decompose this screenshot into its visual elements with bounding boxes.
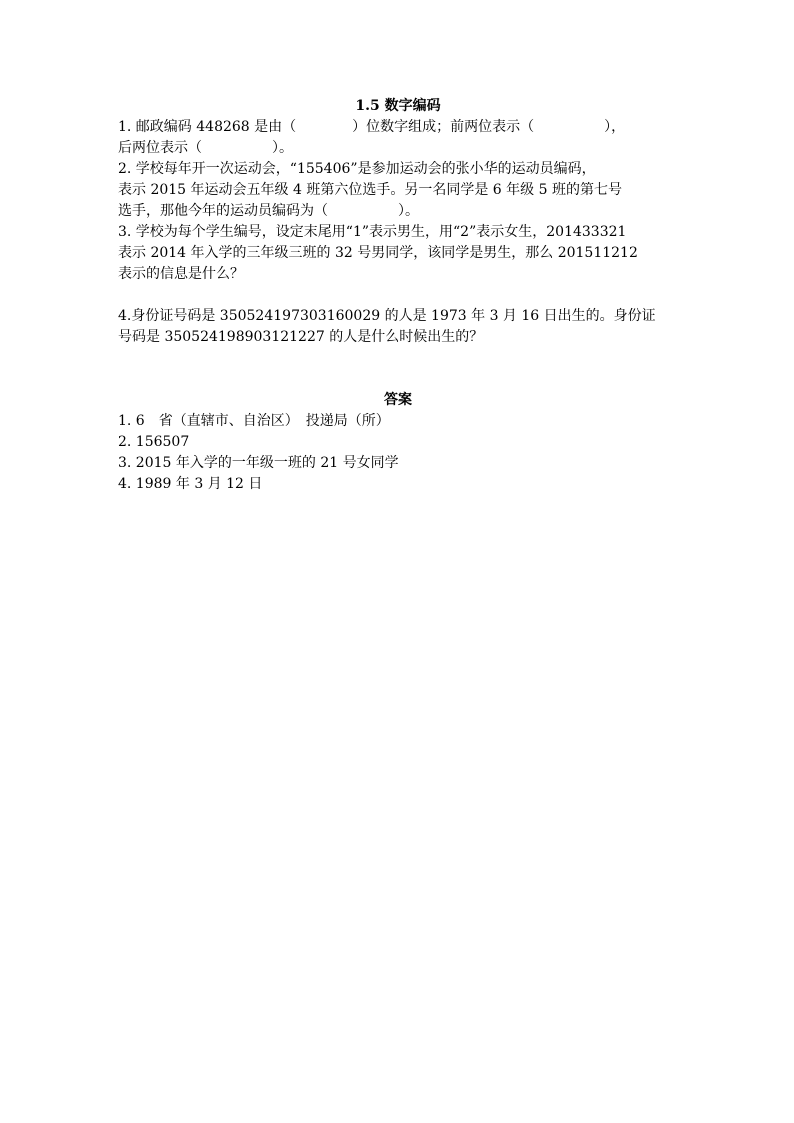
question-2-line-3: 选手，那他今年的运动员编码为（ ）。 (118, 203, 419, 219)
answer-1: 1. 6 省（直辖市、自治区） 投递局（所） (118, 413, 390, 429)
question-3-line-2: 表示 2014 年入学的三年级三班的 32 号男同学，该同学是男生，那么 201511212 (118, 245, 638, 261)
question-1-line-1: 1. 邮政编码 448268 是由（ ）位数字组成；前两位表示（ ）， (118, 119, 626, 135)
answer-2: 2. 156507 (118, 434, 190, 450)
worksheet-title: 1.5 数字编码 (355, 98, 441, 114)
answer-4: 4. 1989 年 3 月 12 日 (118, 476, 263, 492)
answer-3: 3. 2015 年入学的一年级一班的 21 号女同学 (118, 455, 399, 471)
spacer (118, 285, 678, 306)
question-3-line-1: 3. 学校为每个学生编号，设定末尾用“1”表示男生，用“2”表示女生，201433321 (118, 224, 627, 240)
question-1-line-2: 后两位表示（ ）。 (118, 140, 293, 156)
spacer (118, 348, 678, 390)
question-3-line-3: 表示的信息是什么？ (118, 266, 244, 282)
answers-title: 答案 (384, 392, 412, 408)
question-2-line-1: 2. 学校每年开一次运动会，“155406”是参加运动会的张小华的运动员编码， (118, 161, 596, 177)
document-content (118, 96, 678, 495)
question-4-line-1: 4.身份证号码是 350524197303160029 的人是 1973 年 3 月 16 日出生的。身份证 (118, 308, 656, 324)
question-4-line-2: 号码是 350524198903121227 的人是什么时候出生的？ (118, 329, 484, 345)
question-2-line-2: 表示 2015 年运动会五年级 4 班第六位选手。另一名同学是 6 年级 5 班的第七号 (118, 182, 622, 198)
